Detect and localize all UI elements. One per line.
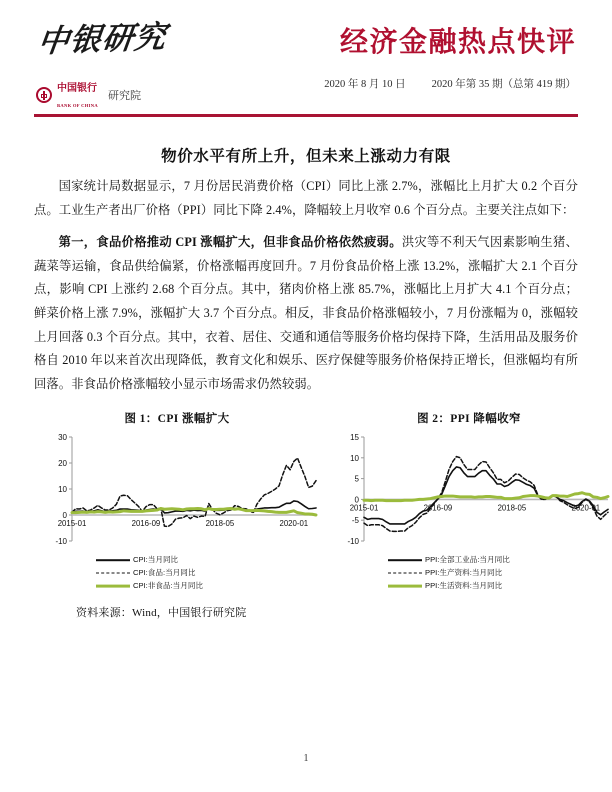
figures-row [34, 410, 601, 594]
svg-text:2020-01: 2020-01 [571, 503, 601, 513]
institute-name: 研究院 [108, 90, 141, 103]
legend-label: CPI:非食品:当月同比 [133, 581, 204, 591]
legend-line-green-icon [96, 581, 130, 591]
legend-item [96, 566, 203, 579]
svg-text:30: 30 [58, 433, 67, 443]
page-number: 1 [303, 753, 309, 764]
bank-name-cn: 中国银行 [57, 83, 97, 94]
svg-text:-5: -5 [351, 516, 359, 526]
legend-label: PPI:生产资料:当月同比 [425, 568, 503, 578]
svg-text:20: 20 [58, 459, 67, 469]
svg-text:2018-05: 2018-05 [205, 519, 235, 529]
figure-ppi-legend [388, 553, 510, 592]
brand-block [35, 19, 246, 112]
paragraph-1-text: 国家统计局数据显示，7 月份居民消费价格（CPI）同比上涨 2.7%，涨幅比上月扩大 0.2 个百分点。工业生产者出厂价格（PPI）同比下降 2.4%，降幅较上月收窄 0.6 个百分点。主要关注点如下： [34, 179, 578, 217]
legend-item [388, 553, 510, 566]
svg-text:10: 10 [350, 454, 359, 464]
masthead [34, 0, 578, 108]
svg-text:2018-05: 2018-05 [497, 503, 527, 513]
figure-ppi-plot [326, 429, 612, 594]
calligraphy-logo: 中银研究 [35, 19, 169, 59]
figure-cpi-legend [96, 553, 203, 592]
legend-label: CPI:当月同比 [133, 555, 179, 565]
figure-cpi [34, 410, 320, 594]
header-divider [34, 114, 578, 117]
figure-ppi-title: 图 2：PPI 降幅收窄 [417, 413, 521, 426]
page-title: 物价水平有所上升，但未来上涨动力有限 [161, 148, 451, 165]
svg-text:-10: -10 [347, 537, 359, 547]
svg-text:5: 5 [354, 475, 359, 485]
figure-ppi [326, 410, 612, 594]
bank-names [57, 79, 98, 112]
svg-text:2016-09: 2016-09 [131, 519, 161, 529]
paragraph-2-text: 洪灾等不利天气因素影响生猪、蔬菜等运输，食品供给偏紧，价格涨幅再度回升。7 月份食品价格上涨 13.2%，涨幅扩大 2.1 个百分点，影响 CPI 上涨约 2.68 个百分点。其中，猪肉价格上涨 85.7%，涨幅比上月扩大 4.1 个百分点；鲜菜价格上涨 7.9%，涨幅扩大 3.7 个百分点。相反，非食品价格涨幅较小，7 月份涨幅为 0，涨幅较上月回落 0.3 个百分点。其中，衣着、居住、交通和通信等服务价格均保持下降，生活用品及服务价格自 2010 年以来首次出现降低，教育文化和娱乐、医疗保健等服务价格保持正增长，但涨幅均有所回落。非食品价格涨幅较小显示市场需求仍然较弱。 [34, 235, 579, 391]
legend-item [388, 579, 510, 592]
svg-text:2015-01: 2015-01 [349, 503, 379, 513]
legend-line-solid-icon [388, 555, 422, 565]
svg-text:0: 0 [354, 495, 359, 505]
svg-text:2015-01: 2015-01 [57, 519, 87, 529]
svg-text:2020-01: 2020-01 [279, 519, 309, 529]
figure-cpi-plot [34, 429, 320, 594]
paragraph-2 [34, 231, 578, 396]
paragraph-1 [34, 175, 578, 222]
legend-line-green-icon [388, 581, 422, 591]
svg-text:-10: -10 [55, 537, 67, 547]
issue-number: 2020 年第 35 期（总第 419 期） [431, 79, 576, 90]
paragraph-2-lead: 第一，食品价格推动 CPI 涨幅扩大，但非食品价格依然疲弱。 [58, 235, 402, 250]
legend-label: PPI:全部工业品:当月同比 [425, 555, 510, 565]
legend-line-dashed-icon [96, 568, 130, 578]
figure-cpi-title: 图 1：CPI 涨幅扩大 [124, 413, 230, 426]
legend-line-dashed-icon [388, 568, 422, 578]
svg-text:2016-09: 2016-09 [423, 503, 453, 513]
svg-text:10: 10 [58, 485, 67, 495]
legend-line-solid-icon [96, 555, 130, 565]
bank-of-china-logo-icon [36, 87, 52, 103]
svg-text:15: 15 [350, 433, 359, 443]
legend-item [96, 579, 203, 592]
bank-name-en: BANK OF CHINA [57, 103, 98, 109]
publication-title: 经济金融热点快评 [339, 26, 576, 57]
bank-identity [36, 79, 246, 112]
legend-item [96, 553, 203, 566]
legend-label: CPI:食品:当月同比 [133, 568, 196, 578]
publication-date: 2020 年 8 月 10 日 [324, 79, 406, 90]
legend-item [388, 566, 510, 579]
source-note: 资料来源：Wind，中国银行研究院 [76, 607, 247, 620]
legend-label: PPI:生活资料:当月同比 [425, 581, 503, 591]
issue-line [324, 76, 576, 91]
svg-text:0: 0 [62, 511, 67, 521]
